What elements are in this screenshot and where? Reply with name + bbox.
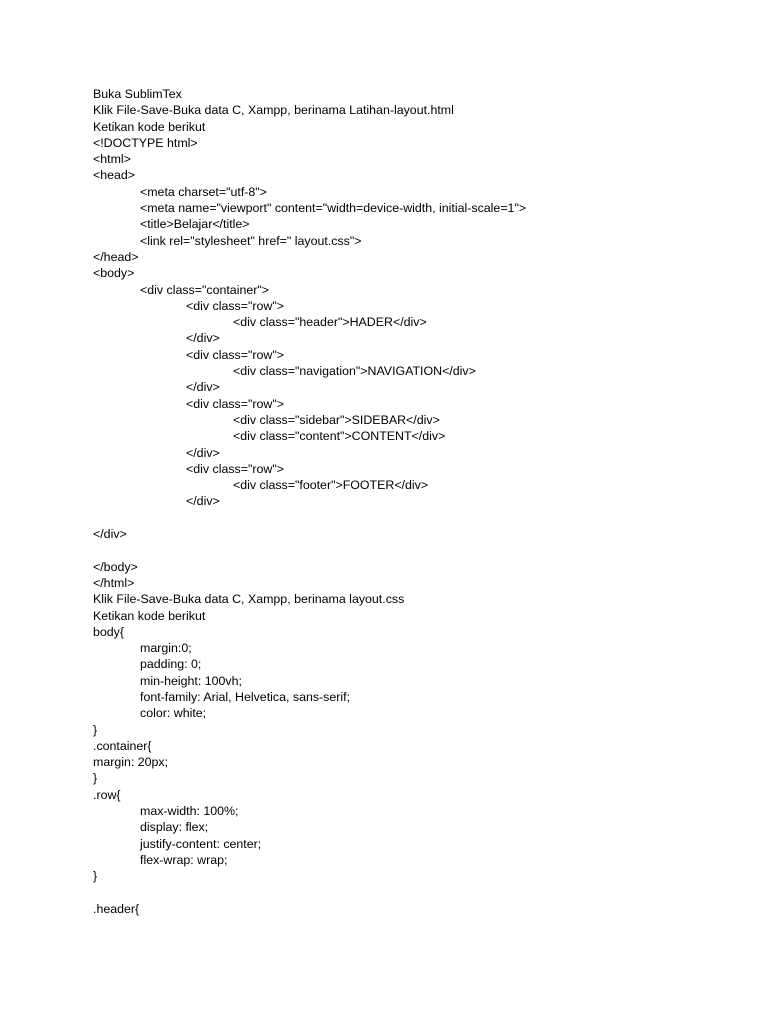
document-line: <title>Belajar</title> [140,217,250,232]
document-line: <div class="footer">FOOTER</div> [233,478,429,493]
document-line: font-family: Arial, Helvetica, sans-serif; [140,689,351,704]
document-line: <link rel="stylesheet" href=" layout.css"> [140,233,362,248]
document-line: flex-wrap: wrap; [140,852,228,867]
document-line: margin:0; [140,641,192,656]
document-line [93,542,733,558]
document-line: <div class="row"> [186,396,284,411]
document-line: </html> [93,575,135,590]
document-line: .row{ [93,787,121,802]
document-line: <div class="sidebar">SIDEBAR</div> [233,412,440,427]
document-line [93,510,733,526]
document-line: <div class="content">CONTENT</div> [233,429,446,444]
document-line: margin: 20px; [93,755,169,770]
document-line: } [93,869,98,884]
document-line: <div class="container"> [140,282,269,297]
document-line: <body> [93,266,135,281]
document-line: max-width: 100%; [140,804,239,819]
document-line: </div> [186,331,220,346]
document-line [93,885,733,901]
document-line: Klik File-Save-Buka data C, Xampp, berinama Latihan-layout.html [93,103,454,118]
document-line: <div class="row"> [186,298,284,313]
document-line: padding: 0; [140,657,202,672]
document-line: Buka SublimTex [93,87,182,101]
document-line: color: white; [140,706,207,721]
document-line: <div class="navigation">NAVIGATION</div> [233,364,476,379]
document-line: </body> [93,559,138,574]
document-line: <!DOCTYPE html> [93,135,198,150]
document-line: <meta charset="utf-8"> [140,184,267,199]
document-line: <div class="header">HADER</div> [233,315,427,330]
document-line: } [93,722,98,737]
document-line: </div> [186,494,220,509]
document-line: </head> [93,249,139,264]
document-line: <div class="row"> [186,347,284,362]
document-line: justify-content: center; [140,836,262,851]
document-line: Ketikan kode berikut [93,608,206,623]
document-line: <meta name="viewport" content="width=device-width, initial-scale=1"> [140,201,527,216]
document-line: Ketikan kode berikut [93,119,206,134]
document-line: <html> [93,152,131,167]
document-line: } [93,771,98,786]
document-line: display: flex; [140,820,209,835]
document-body [93,86,733,917]
document-line: .container{ [93,738,152,753]
document-line: min-height: 100vh; [140,673,242,688]
document-line: </div> [186,380,220,395]
document-line: body{ [93,624,125,639]
document-line: .header{ [93,901,140,916]
document-line: Klik File-Save-Buka data C, Xampp, berinama layout.css [93,592,405,607]
document-line: <head> [93,168,136,183]
document-line: </div> [186,445,220,460]
document-line: <div class="row"> [186,461,284,476]
document-line: </div> [93,527,127,542]
